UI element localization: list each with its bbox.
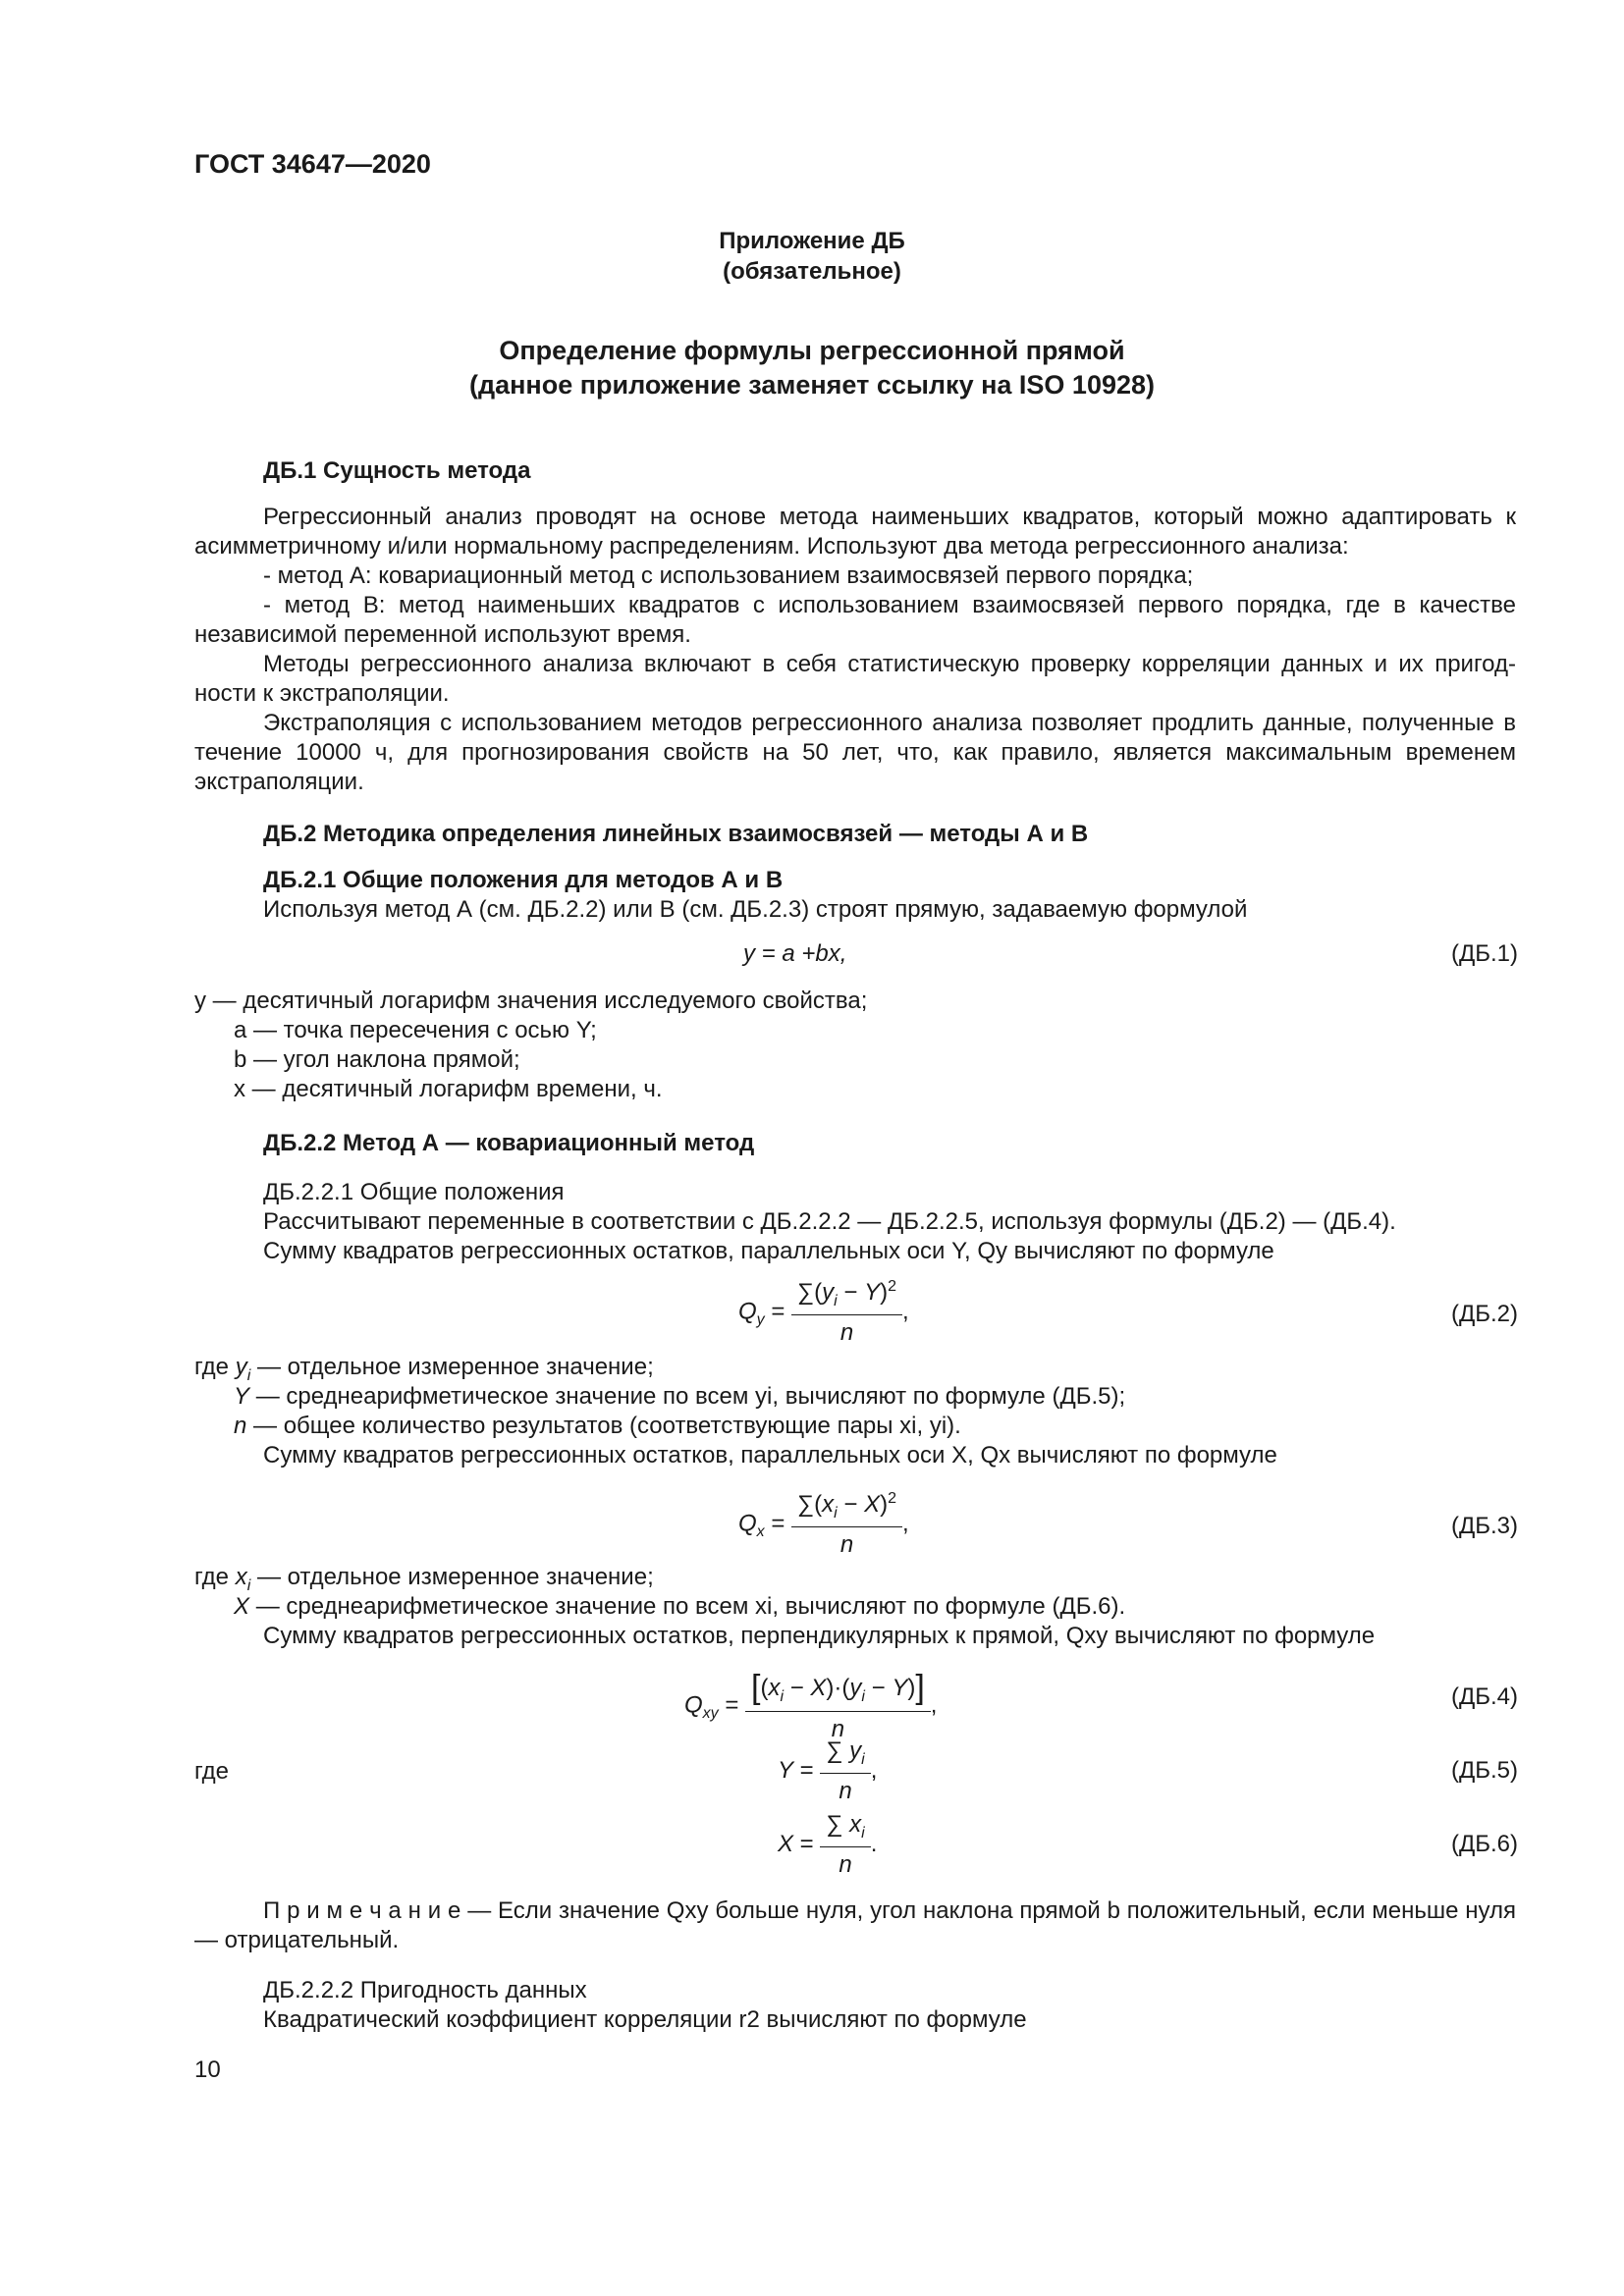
definition-line: где $x_i$ — отдельное измеренное значение;: [194, 1564, 654, 1594]
list-item: - метод В: метод наименьших квадратов с использованием взаимосвязей первого порядка, где в качестве независимой переменной используют время.: [194, 592, 1516, 648]
paragraph: Методы регрессионного анализа включают в себя статистическую проверку корреляции данных и их пригод-ности к экстраполяции.: [194, 651, 1516, 707]
equation-db6: X = $\frac{\sum x_i}{n}$ .: [778, 1811, 878, 1878]
paragraph: Квадратический коэффициент корреляции r2 вычисляют по формуле: [263, 2006, 1027, 2033]
where-label: где: [194, 1758, 230, 1785]
paragraph: Сумму квадратов регрессионных остатков, перпендикулярных к прямой, Qxy вычисляют по формуле: [263, 1623, 1376, 1649]
clause-title: ДБ.2.2.2 Пригодность данных: [263, 1977, 587, 2003]
definition-line: n — общее количество результатов (соответствующие пары xi, yi).: [234, 1413, 961, 1439]
appendix-title: Определение формулы регрессионной прямой: [499, 336, 1125, 365]
definition-line: x — десятичный логарифм времени, ч.: [234, 1076, 663, 1102]
definition-line: b — угол наклона прямой;: [234, 1046, 520, 1073]
paragraph: Сумму квадратов регрессионных остатков, параллельных оси X, Qx вычисляют по формуле: [263, 1442, 1277, 1468]
definition-line: X — среднеарифметическое значение по всем xi, вычисляют по формуле (ДБ.6).: [234, 1593, 1126, 1620]
equation-db3: $Q_x$ = $\frac{\sum(x_i - X)^2}{n}$ ,: [738, 1490, 909, 1558]
section-heading: ДБ.2 Методика определения линейных взаимосвязей — методы А и В: [263, 821, 1089, 847]
equation-db4: $Q_{xy}$ = $\frac{[(x_i - X)\cdot(y_i - Y)]}{n}$ ,: [684, 1669, 938, 1742]
equation-db2: $Q_y$ = $\frac{\sum(y_i - Y)^2}{n}$ ,: [738, 1278, 909, 1346]
equation-number: (ДБ.4): [1450, 1683, 1518, 1710]
list-item: - метод А: ковариационный метод с использованием взаимосвязей первого порядка;: [263, 562, 1194, 589]
page-number: 10: [194, 2056, 221, 2083]
appendix-subtitle: (данное приложение заменяет ссылку на ISO 10928): [468, 370, 1156, 400]
paragraph: Используя метод А (см. ДБ.2.2) или В (см. ДБ.2.3) строят прямую, задаваемую формулой: [263, 896, 1248, 923]
definition-line: Y — среднеарифметическое значение по всем yi, вычисляют по формуле (ДБ.5);: [234, 1383, 1126, 1410]
paragraph: Сумму квадратов регрессионных остатков, параллельных оси Y, Qy вычисляют по формуле: [263, 1238, 1274, 1264]
subsection-heading: ДБ.2.1 Общие положения для методов А и В: [263, 867, 784, 893]
note: [194, 1896, 1516, 1955]
appendix-label: Приложение ДБ: [719, 228, 905, 254]
definition-line: a — точка пересечения с осью Y;: [234, 1017, 597, 1043]
definition-line: y — десятичный логарифм значения исследуемого свойства;: [194, 988, 868, 1014]
subsection-heading: ДБ.2.2 Метод А — ковариационный метод: [263, 1130, 755, 1156]
paragraph: Регрессионный анализ проводят на основе метода наименьших квадратов, который можно адаптировать к асимметричному и/или нормальному распределениям. Используют два метода регрессионного анализа:: [194, 504, 1516, 560]
note-label: П р и м е ч а н и е: [263, 1897, 461, 1924]
paragraph: Рассчитывают переменные в соответствии с ДБ.2.2.2 — ДБ.2.2.5, используя формулы (ДБ.2) — (ДБ.4).: [263, 1208, 1396, 1235]
appendix-status: (обязательное): [723, 258, 901, 285]
clause-title: ДБ.2.2.1 Общие положения: [263, 1179, 565, 1205]
section-heading: ДБ.1 Сущность метода: [263, 457, 531, 484]
document-id: ГОСТ 34647—2020: [194, 149, 431, 179]
paragraph: Экстраполяция с использованием методов регрессионного анализа позволяет продлить данные, полученные в течение 10000 ч, для прогнозирования свойств на 50 лет, что, как правило, является максимальным временем экстраполяции.: [194, 710, 1516, 795]
equation-db5: Y = $\frac{\sum y_i}{n}$ ,: [778, 1737, 878, 1804]
equation-number: (ДБ.1): [1450, 940, 1518, 967]
equation-number: (ДБ.3): [1450, 1513, 1518, 1539]
definition-line: где $y_i$ — отдельное измеренное значение;: [194, 1354, 654, 1384]
note-text: — Если значение Qxy больше нуля, угол наклона прямой b положительный, если меньше нуля — отрицательный.: [194, 1897, 1516, 1953]
equation-number: (ДБ.6): [1450, 1831, 1518, 1857]
equation-db1: y = a +bx,: [743, 940, 847, 967]
equation-number: (ДБ.5): [1450, 1757, 1518, 1784]
equation-number: (ДБ.2): [1450, 1301, 1518, 1327]
